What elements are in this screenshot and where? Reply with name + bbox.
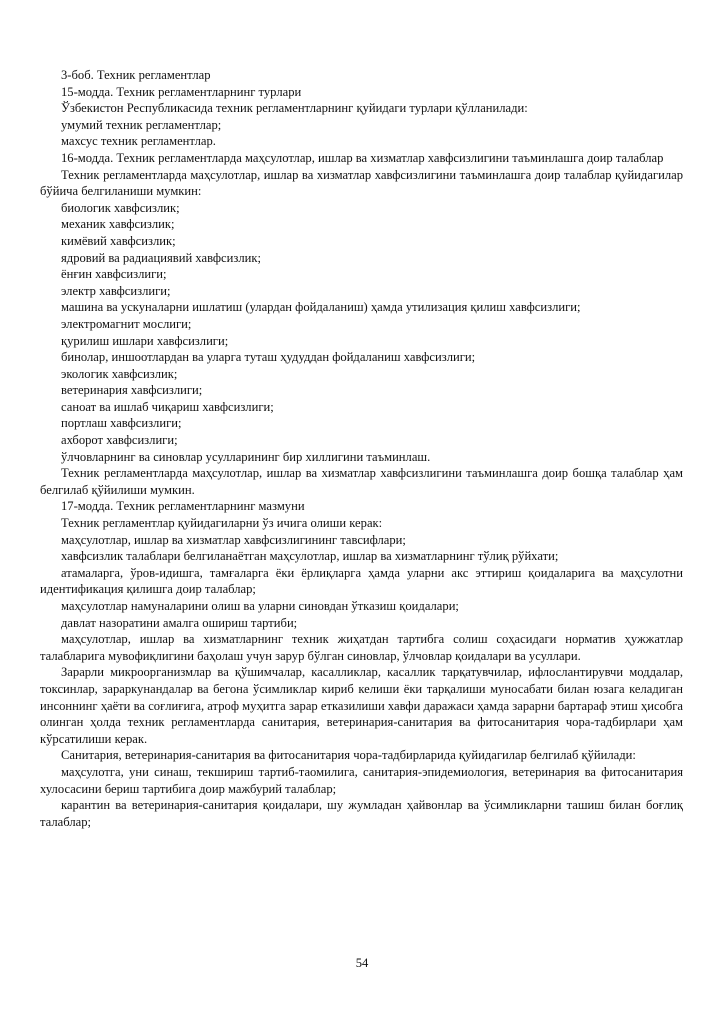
paragraph: Техник регламентларда маҳсулотлар, ишлар ва хизматлар хавфсизлигини таъминлашга доир бошқа талаблар ҳам белгилаб қўйилиши мумкин. [40, 466, 683, 497]
paragraph: ёнғин хавфсизлиги; [61, 267, 167, 282]
paragraph: Зарарли микроорганизмлар ва қўшимчалар, касалликлар, касаллик тарқатувчилар, ифлослантирувчи моддалар, токсинлар, зараркунандалар ва бегона ўсимликлар кириб келиши ёки тарқалиши муносабати билан юзага келадиган инсоннинг ҳаёти ва соғлиғига, атроф муҳитга зарар етказилиши хавфи даражаси ҳамда зарарни бартараф этиш ҳисобга олинган ҳолда техник регламентларда санитария, ветеринария-санитария ва фитосанитария чора-тадбирлари ҳам кўрсатилиши керак. [40, 665, 683, 746]
paragraph: хавфсизлик талаблари белгиланаётган маҳсулотлар, ишлар ва хизматларнинг тўлиқ рўйхати; [61, 549, 559, 564]
paragraph: кимёвий хавфсизлик; [61, 233, 176, 248]
paragraph: бинолар, иншоотлардан ва уларга туташ ҳудуддан фойдаланиш хавфсизлиги; [61, 350, 476, 365]
paragraph: электр хавфсизлиги; [61, 283, 171, 298]
paragraph: маҳсулотлар намуналарини олиш ва уларни синовдан ўтказиш қоидалари; [61, 599, 459, 613]
paragraph: Ўзбекистон Республикасида техник регламентларнинг қуйидаги турлари қўлланилади: [61, 101, 528, 116]
paragraph: 17-модда. Техник регламентларнинг мазмуни [61, 499, 305, 514]
paragraph: маҳсулотга, уни синаш, текшириш тартиб-таомилига, санитария-эпидемиология, ветеринария ва фитосанитария хулосасини бериш тартибига доир мажбурий талаблар; [40, 764, 683, 796]
paragraph: умумий техник регламентлар; [61, 117, 222, 132]
paragraph: Техник регламентлар қуйидагиларни ўз ичига олиши керак: [61, 516, 383, 531]
paragraph: ўлчовларнинг ва синовлар усулларининг бир хиллигини таъминлаш. [61, 449, 431, 464]
paragraph: машина ва ускуналарни ишлатиш (улардан фойдаланиш) ҳамда утилизация қилиш хавфсизлиги; [61, 300, 581, 315]
paragraph: 15-модда. Техник регламентларнинг турлари [61, 84, 302, 99]
paragraph: экологик хавфсизлик; [61, 366, 178, 381]
paragraph: маҳсулотлар, ишлар ва хизматлар хавфсизлигининг тавсифлари; [61, 532, 406, 547]
paragraph: ветеринария хавфсизлиги; [61, 383, 203, 398]
paragraph: махсус техник регламентлар. [61, 134, 216, 149]
paragraph: атамаларга, ўров-идишга, тамғаларга ёки ёрлиқларга ҳамда уларни акс эттириш қоидаларига ва маҳсулотни идентификация қилишга доир талаблар; [40, 565, 683, 597]
paragraph: Санитария, ветеринария-санитария ва фитосанитария чора-тадбирларида қуйидагилар белгилаб қўйилади: [61, 748, 636, 763]
paragraph: электромагнит мослиги; [61, 316, 192, 331]
paragraph: 3-боб. Техник регламентлар [61, 68, 211, 82]
paragraph: ядровий ва радиациявий хавфсизлик; [61, 250, 261, 265]
paragraph: 16-модда. Техник регламентларда маҳсулотлар, ишлар ва хизматлар хавфсизлигини таъминлашга доир талаблар [61, 150, 664, 165]
paragraph: Техник регламентларда маҳсулотлар, ишлар ва хизматлар хавфсизлигини таъминлашга доир талаблар қуйидагилар бўйича белгиланиши мумкин: [40, 167, 683, 199]
paragraph: қурилиш ишлари хавфсизлиги; [61, 333, 229, 348]
paragraph: давлат назоратини амалга ошириш тартиби; [61, 615, 298, 630]
paragraph: портлаш хавфсизлиги; [61, 416, 182, 431]
document-body [40, 67, 683, 830]
paragraph: ахборот хавфсизлиги; [61, 433, 178, 448]
paragraph: биологик хавфсизлик; [61, 200, 180, 215]
paragraph: маҳсулотлар, ишлар ва хизматларнинг техник жиҳатдан тартибга солиш соҳасидаги норматив ҳужжатлар талабларига мувофиқлигини баҳолаш учун зарур бўлган синовлар, ўлчовлар қоидалари ва усуллари. [40, 632, 683, 663]
paragraph: саноат ва ишлаб чиқариш хавфсизлиги; [61, 399, 274, 414]
page-number: 54 [355, 956, 369, 970]
paragraph: механик хавфсизлик; [61, 217, 175, 232]
paragraph: карантин ва ветеринария-санитария қоидалари, шу жумладан ҳайвонлар ва ўсимликларни ташиш билан боғлиқ талаблар; [40, 798, 683, 829]
